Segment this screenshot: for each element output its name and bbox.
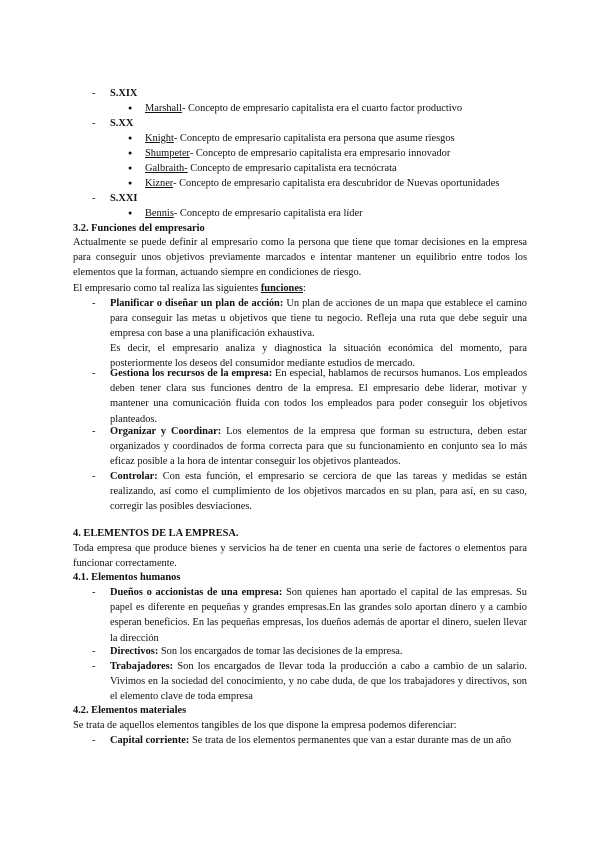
list-item: Shumpeter- Concepto de empresario capitalista era empresario innovador	[145, 148, 451, 159]
bullet-icon	[128, 146, 136, 162]
section-heading: 4. ELEMENTOS DE LA EMPRESA.	[73, 528, 239, 539]
list-dash: -	[92, 661, 96, 672]
paragraph: Es decir, el empresario analiza y diagnostica la situación económica del momento, para posteriormente los deseos del consumidor mediante estudios de mercado.	[110, 343, 527, 370]
list-item: Bennis- Concepto de empresario capitalista era líder	[145, 208, 363, 219]
bullet-icon	[128, 161, 136, 177]
list-item: Marshall- Concepto de empresario capitalista era el cuarto factor productivo	[145, 103, 463, 114]
list-dash: -	[92, 118, 96, 129]
paragraph: Toda empresa que produce bienes y servicios ha de tener en cuenta una serie de factores o elementos para funcionar correctamente.	[73, 543, 527, 570]
function-item: Organizar y Coordinar: Los elementos de la empresa que forman su estructura, deben estar organizados y coordinados de forma correcta para que su funcionamiento en conjunto sea lo más eficaz posible a la hora de intentar conseguir los objetivos planteados.	[110, 426, 527, 468]
bullet-icon	[128, 131, 136, 147]
list-dash: -	[92, 735, 96, 746]
bullet-icon	[128, 206, 136, 222]
list-item: Kizner- Concepto de empresario capitalista era descubridor de Nuevas oportunidades	[145, 178, 500, 189]
list-dash: -	[92, 88, 96, 99]
list-item: Knight- Concepto de empresario capitalista era persona que asume riesgos	[145, 133, 455, 144]
list-item: Directivos: Son los encargados de tomar las decisiones de la empresa.	[110, 646, 403, 657]
subsection-heading: 4.2. Elementos materiales	[73, 705, 187, 716]
list-dash: -	[92, 471, 96, 482]
century-label: S.XXI	[110, 193, 138, 204]
paragraph: Actualmente se puede definir al empresario como la persona que tiene que tomar decisiones en la empresa para conseguir unos objetivos previamente marcados e intentar mantener un equilibrio entre todos los elementos que la forman, actuando siempre en condiciones de riesgo.	[73, 237, 527, 279]
century-label: S.XX	[110, 118, 134, 129]
subsection-heading: 4.1. Elementos humanos	[73, 572, 181, 583]
list-item: Capital corriente: Se trata de los elementos permanentes que van a estar durante mas de un año	[110, 735, 512, 746]
list-dash: -	[92, 587, 96, 598]
paragraph: Se trata de aquellos elementos tangibles de los que dispone la empresa podemos diferenciar:	[73, 720, 457, 731]
list-dash: -	[92, 298, 96, 309]
function-item: Gestiona los recursos de la empresa: En especial, hablamos de recursos humanos. Los empleados deben tener clara sus funciones dentro de la empresa. El empresario debe liderar, motivar y mantener una comunicación fluida con todos los empleados para poder conseguir los objetivos planteados.	[110, 368, 527, 425]
paragraph: El empresario como tal realiza las siguientes funciones:	[73, 283, 306, 294]
list-dash: -	[92, 368, 96, 379]
list-dash: -	[92, 193, 96, 204]
list-dash: -	[92, 426, 96, 437]
bullet-icon	[128, 176, 136, 192]
century-label: S.XIX	[110, 88, 138, 99]
function-item: Controlar: Con esta función, el empresario se cerciora de que las tareas y medidas se están realizando, así como el cumplimiento de los objetivos marcados en su plan, para así, en su caso, corregir las posibles desviaciones.	[110, 471, 527, 513]
list-item: Galbraith- Concepto de empresario capitalista era tecnócrata	[145, 163, 397, 174]
list-item: Dueños o accionistas de una empresa: Son quienes han aportado el capital de las empresas. Su papel es diferente en pequeñas y grandes empresas.En las grandes solo aportan dinero y a cambio esperan beneficios. En las pequeñas empresas, los dueños además de aportar el dinero, suelen llevar la dirección	[110, 587, 527, 644]
section-heading: 3.2. Funciones del empresario	[73, 223, 205, 234]
bullet-icon	[128, 101, 136, 117]
list-dash: -	[92, 646, 96, 657]
list-item: Trabajadores: Son los encargados de llevar toda la producción a cabo a cambio de un salario. Vivimos en la sociedad del conocimiento, y no cabe duda, de que los trabajadores y directivos, son el elemento clave de toda empresa	[110, 661, 527, 703]
function-item: Planificar o diseñar un plan de acción: Un plan de acciones de un mapa que establece el camino para conseguir las metas u objetivos que tiene tu negocio. Refleja una ruta que debe seguir una empresa con base a una planificación exhaustiva.	[110, 298, 527, 340]
